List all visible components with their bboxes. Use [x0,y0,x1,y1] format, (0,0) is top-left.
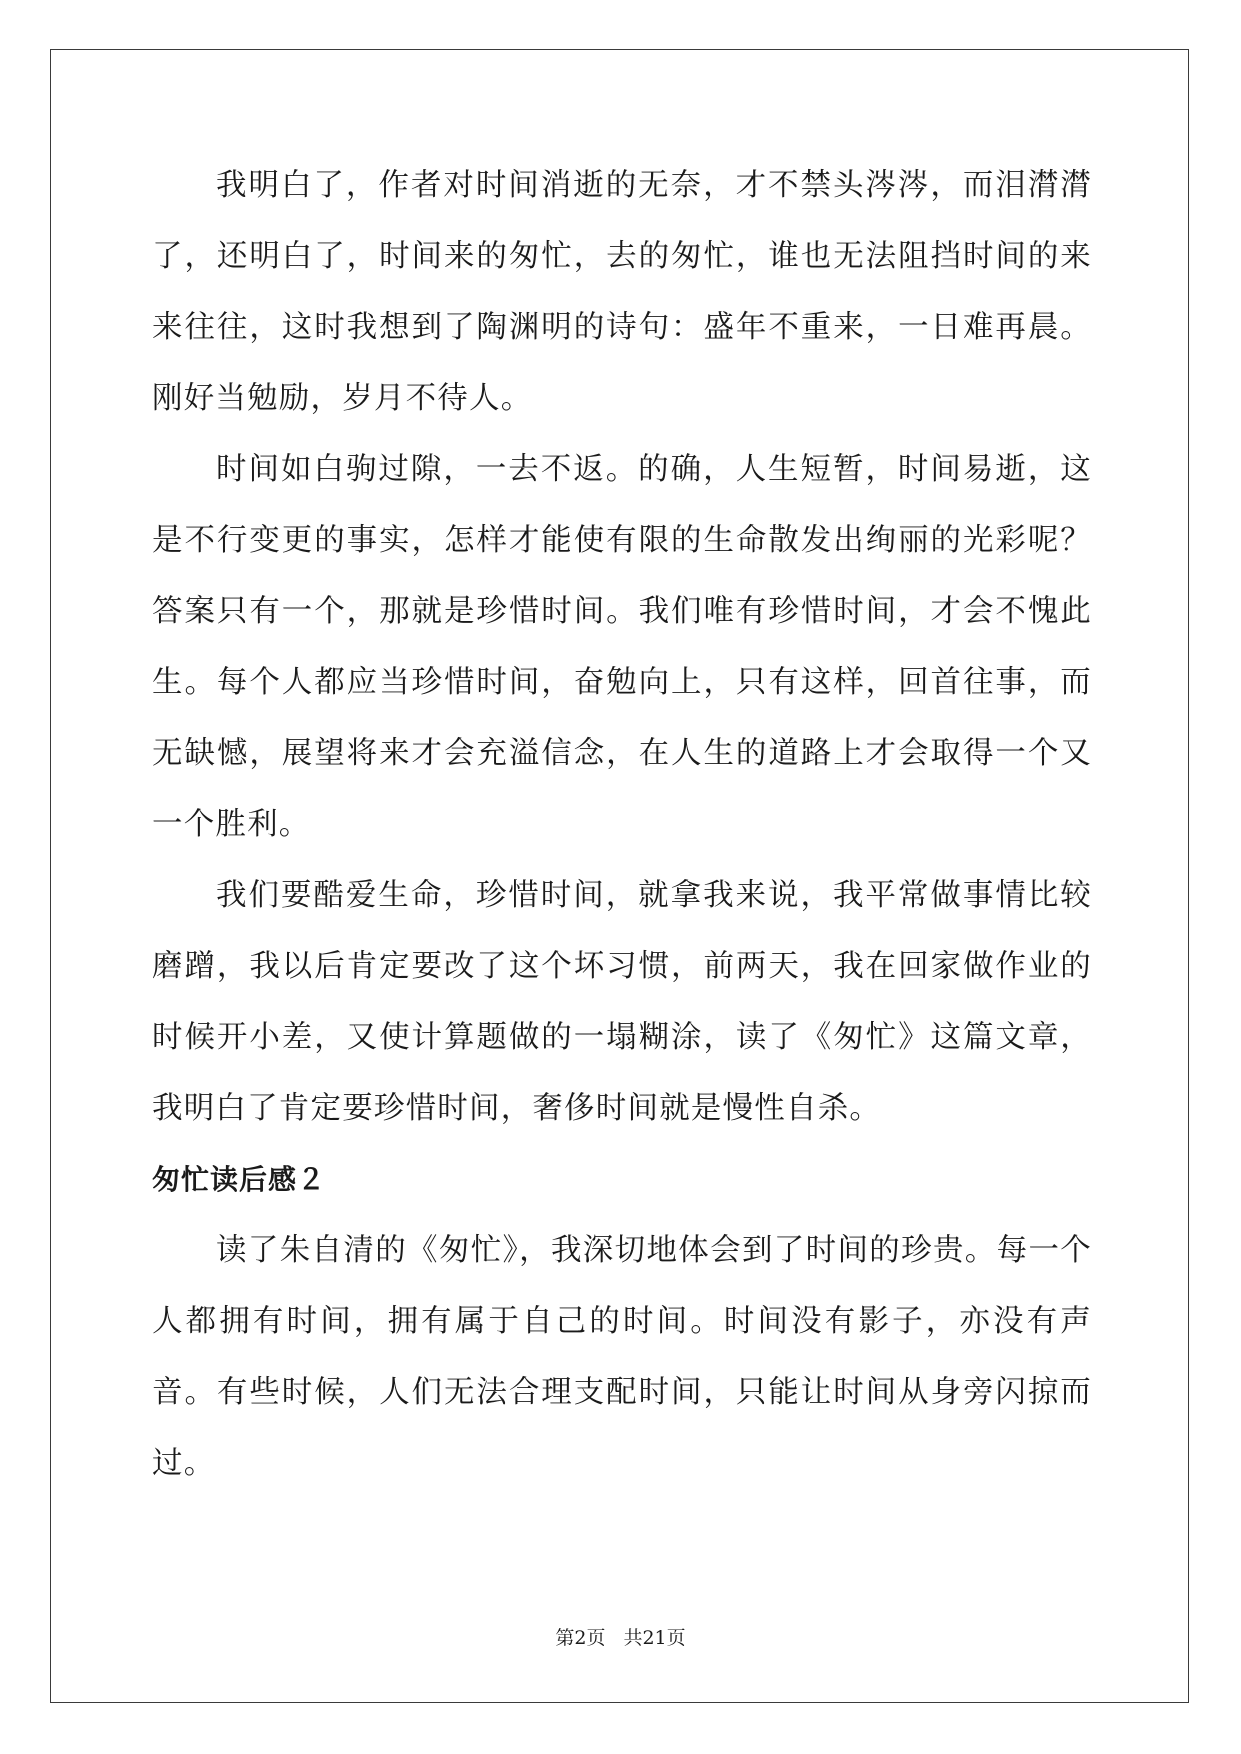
page-total: 共21页 [623,1627,686,1649]
page-footer [0,1623,1241,1650]
page-number: 第2页 [555,1627,606,1649]
paragraph: 我明白了，作者对时间消逝的无奈，才不禁头涔涔，而泪潸潸了，还明白了，时间来的匆忙，去的匆忙，谁也无法阻挡时间的来来往往，这时我想到了陶渊明的诗句：盛年不重来，一日难再晨。刚好当勉励，岁月不待人。 [152,168,1092,416]
paragraph: 我们要酷爱生命，珍惜时间，就拿我来说，我平常做事情比较磨蹭，我以后肯定要改了这个坏习惯，前两天，我在回家做作业的时候开小差，又使计算题做的一塌糊涂，读了《匆忙》这篇文章，我明白了肯定要珍惜时间，奢侈时间就是慢性自杀。 [152,878,1092,1126]
section-heading: 匆忙读后感２ [152,1163,327,1196]
paragraph: 读了朱自清的《匆忙》，我深切地体会到了时间的珍贵。每一个人都拥有时间，拥有属于自己的时间。时间没有影子，亦没有声音。有些时候，人们无法合理支配时间，只能让时间从身旁闪掠而过。 [152,1233,1092,1481]
document-body [152,150,1092,1499]
paragraph: 时间如白驹过隙，一去不返。的确，人生短暂，时间易逝，这是不行变更的事实，怎样才能使有限的生命散发出绚丽的光彩呢？答案只有一个，那就是珍惜时间。我们唯有珍惜时间，才会不愧此生。每个人都应当珍惜时间，奋勉向上，只有这样，回首往事，而无缺憾，展望将来才会充溢信念，在人生的道路上才会取得一个又一个胜利。 [152,452,1092,842]
